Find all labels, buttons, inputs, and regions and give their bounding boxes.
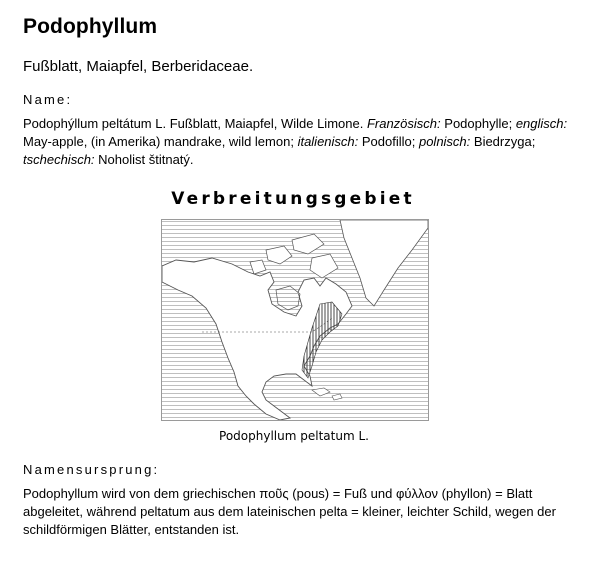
north-america-distribution-map-icon (162, 220, 428, 420)
language-label-french: Französisch: (366, 116, 441, 131)
language-label-italian: italienisch: (297, 134, 359, 149)
page-subtitle: Fußblatt, Maiapfel, Berberidaceae. (23, 58, 254, 75)
name-part: May-apple, (in Amerika) mandrake, wild lemon; (23, 134, 298, 149)
distribution-heading: Verbreitungsgebiet (171, 189, 415, 209)
page-title: Podophyllum (23, 15, 158, 38)
distribution-map (161, 219, 429, 421)
name-part: Biedrzyga; (470, 134, 536, 149)
name-part: Podophýllum peltátum L. Fußblatt, Maiapfel, Wilde Limone. (23, 116, 367, 131)
map-caption: Podophyllum peltatum L. (219, 429, 369, 443)
name-part: Podofillo; (358, 134, 419, 149)
language-label-czech: tschechisch: (23, 152, 95, 167)
origin-section-text: Podophyllum wird von dem griechischen ποῦς (pous) = Fuß und φύλλον (phyllon) = Blatt abgeleitet, während peltatum aus dem lateinischen pelta = kleiner, leichter Schild, wegen der schildförmigen Blätter, entstanden ist. (23, 486, 556, 537)
language-label-polish: polnisch: (418, 134, 471, 149)
name-part: Noholist štitnatý. (94, 152, 194, 167)
language-label-english: englisch: (515, 116, 568, 131)
origin-section-label: Namensursprung: (23, 462, 160, 477)
name-part: Podophylle; (440, 116, 516, 131)
name-section-label: Name: (23, 92, 73, 107)
name-section-text (23, 115, 573, 169)
